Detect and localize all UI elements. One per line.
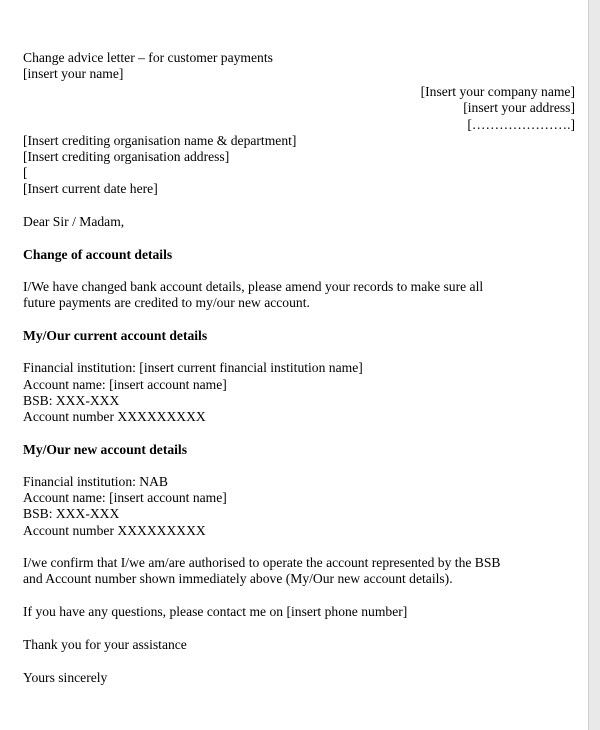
recipient-org-address: [Insert crediting organisation address] xyxy=(23,149,230,164)
intro-line-1: I/We have changed bank account details, please amend your records to make sure all xyxy=(23,279,484,294)
current-institution: Financial institution: [insert current financial institution name] xyxy=(23,360,363,375)
current-account-heading: My/Our current account details xyxy=(23,328,208,343)
confirmation-line-1: I/we confirm that I/we am/are authorised to operate the account represented by the BSB xyxy=(23,555,501,570)
current-date: [Insert current date here] xyxy=(23,181,158,196)
new-bsb: BSB: XXX-XXX xyxy=(23,506,120,521)
sender-name: [insert your name] xyxy=(23,66,124,81)
company-extra-line: [………………….] xyxy=(467,117,575,132)
current-account-name: Account name: [insert account name] xyxy=(23,377,227,392)
closing-line: Yours sincerely xyxy=(23,670,108,685)
subject-heading: Change of account details xyxy=(23,247,173,262)
new-account-heading: My/Our new account details xyxy=(23,442,188,457)
new-account-number: Account number XXXXXXXXX xyxy=(23,523,206,538)
recipient-bracket-line: [ xyxy=(23,165,28,180)
salutation: Dear Sir / Madam, xyxy=(23,214,125,229)
intro-line-2: future payments are credited to my/our new account. xyxy=(23,295,310,310)
letter-title: Change advice letter – for customer payments xyxy=(23,50,273,65)
new-institution: Financial institution: NAB xyxy=(23,474,168,489)
questions-line: If you have any questions, please contact me on [insert phone number] xyxy=(23,604,408,619)
confirmation-line-2: and Account number shown immediately above (My/Our new account details). xyxy=(23,571,453,586)
current-bsb: BSB: XXX-XXX xyxy=(23,393,120,408)
company-address: [insert your address] xyxy=(463,100,575,115)
thanks-line: Thank you for your assistance xyxy=(23,637,187,652)
current-account-number: Account number XXXXXXXXX xyxy=(23,409,206,424)
recipient-org-name: [Insert crediting organisation name & department] xyxy=(23,133,297,148)
new-account-name: Account name: [insert account name] xyxy=(23,490,227,505)
company-name: [Insert your company name] xyxy=(420,84,575,99)
